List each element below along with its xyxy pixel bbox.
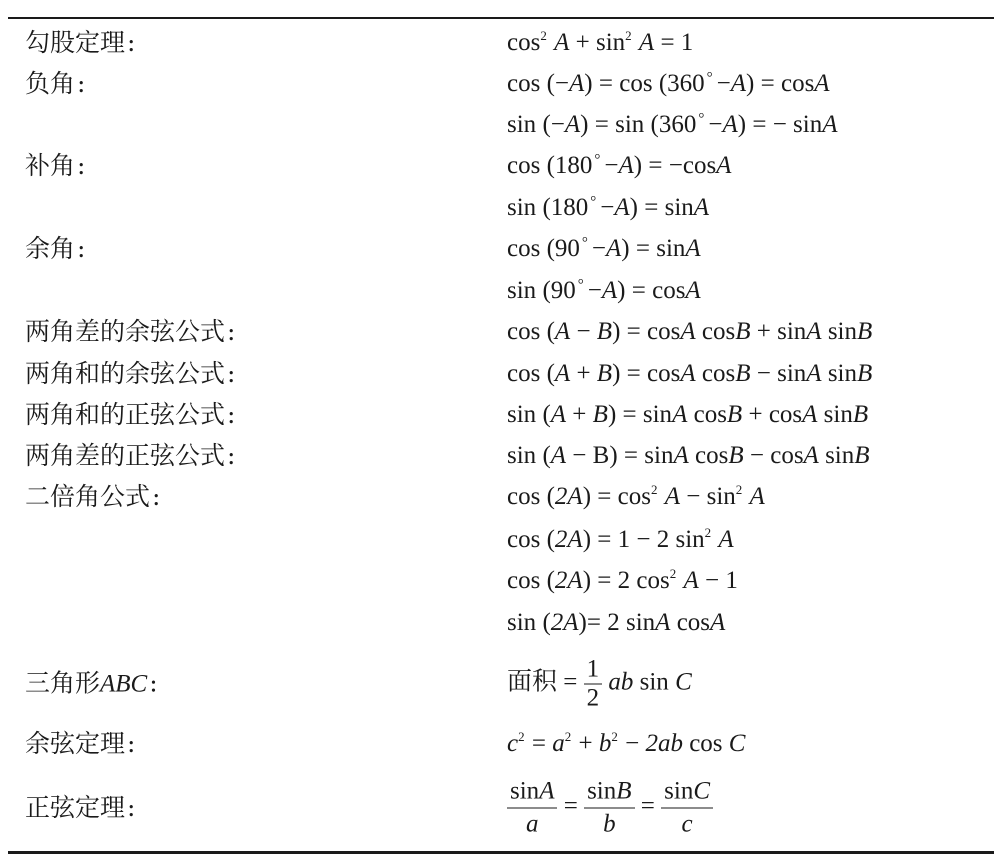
formula-pythagorean: $\cos^2 A + \sin^2 A = 1$ [507,28,694,56]
fraction-sinA-over-a: $\frac{\sin A}{a}$ [507,776,557,841]
fraction-sinC-over-c: $\frac{\sin C}{c}$ [661,776,713,841]
label-cos-difference: 两角差的余弦公式: [25,317,236,346]
formula-triangle-area: 面积 = $\frac{1}{2}$ ab sin C [507,655,692,712]
label-sin-sum: 两角和的正弦公式: [25,400,236,429]
fraction-one-half: $\frac{1}{2}$ [584,656,603,713]
formula-negative-cos: cos (−A) = cos (360 ° −A) = cosA [507,70,830,97]
label-double-angle: 二倍角公式: [25,482,161,511]
formula-double-angle-4: sin (2A)= 2 sinA cosA [507,609,726,636]
formula-negative-sin: sin (−A) = sin (360 ° −A) = − sinA [507,111,838,138]
formula-double-angle-1: $\cos (2A) = \cos^2 A - \sin^2 A$ [507,482,765,510]
label-law-of-sines: 正弦定理: [25,793,136,822]
label-law-of-cosines: 余弦定理: [25,729,136,758]
label-supplementary-angle: 补角: [25,151,86,180]
table-top-rule [8,17,994,19]
formula-cos-difference: cos (A − B) = cosA cosB + sinA sinB [507,318,873,345]
fraction-sinB-over-b: $\frac{\sin B}{b}$ [584,776,634,841]
formula-sin-sum: sin (A + B) = sinA cosB + cosA sinB [507,401,869,428]
label-triangle: 三角形ABC: [25,668,158,698]
label-sin-difference: 两角差的正弦公式: [25,441,236,470]
formula-supplementary-cos: cos (180 ° −A) = −cosA [507,152,732,179]
formula-cos-sum: cos (A + B) = cosA cosB − sinA sinB [507,360,873,387]
label-negative-angle: 负角: [25,69,86,98]
label-complementary-angle: 余角: [25,234,86,263]
formula-law-of-sines: $\frac{\sin A}{a}$ = $\frac{\sin B}{b}$ = $\frac{\sin C}{c}$ [507,776,713,841]
formula-complementary-cos: cos (90 ° −A) = sinA [507,235,701,262]
label-pythagorean: 勾股定理: [25,28,136,57]
formula-sin-difference: sin (A − B) = sinA cosB − cosA sinB [507,442,870,469]
formula-double-angle-3: cos (2A) = 2 $\cos^2 A - 1$ [507,566,738,594]
formula-complementary-sin: sin (90 ° −A) = cosA [507,277,701,304]
formula-supplementary-sin: sin (180 ° −A) = sinA [507,194,710,221]
formula-double-angle-2: cos (2A) = 1 − 2 $\sin^2 A$ [507,525,734,553]
formula-law-of-cosines: $c^2 = a^2 + b^2 - 2ab$ cos C [507,729,746,757]
table-bottom-rule [8,851,994,854]
label-cos-sum: 两角和的余弦公式: [25,359,236,388]
